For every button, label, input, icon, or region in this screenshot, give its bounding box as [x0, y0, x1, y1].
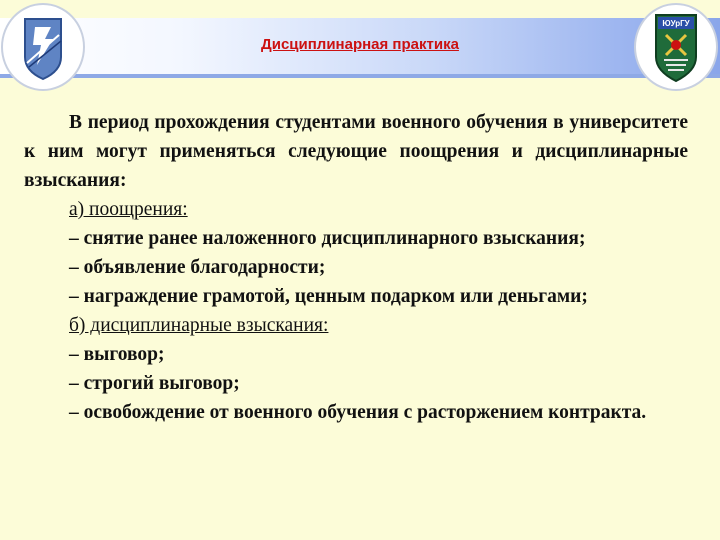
- penalty-item: – освобождение от военного обучения с расторжением контракта.: [69, 402, 647, 423]
- intro-paragraph: В период прохождения студентами военного обучения в университете к ним могут применяться следующие поощрения и дисциплинарные взыскания:: [24, 112, 688, 191]
- reward-item: – снятие ранее наложенного дисциплинарного взыскания;: [69, 228, 586, 249]
- penalties-heading-text: б) дисциплинарные взыскания:: [69, 315, 329, 336]
- rewards-heading: [24, 195, 688, 224]
- page-title: Дисциплинарная практика: [261, 36, 459, 53]
- reward-item: – награждение грамотой, ценным подарком или деньгами;: [69, 286, 588, 307]
- right-emblem-icon: [634, 3, 718, 91]
- penalties-heading: [24, 311, 688, 340]
- rewards-heading-text: а) поощрения:: [69, 199, 188, 220]
- penalty-item: – выговор;: [69, 344, 165, 365]
- header-divider: [0, 74, 720, 78]
- main-text: [24, 108, 688, 427]
- reward-item: – объявление благодарности;: [69, 257, 326, 278]
- right-emblem-label: ЮУрГУ: [662, 19, 690, 28]
- penalty-item: – строгий выговор;: [69, 373, 240, 394]
